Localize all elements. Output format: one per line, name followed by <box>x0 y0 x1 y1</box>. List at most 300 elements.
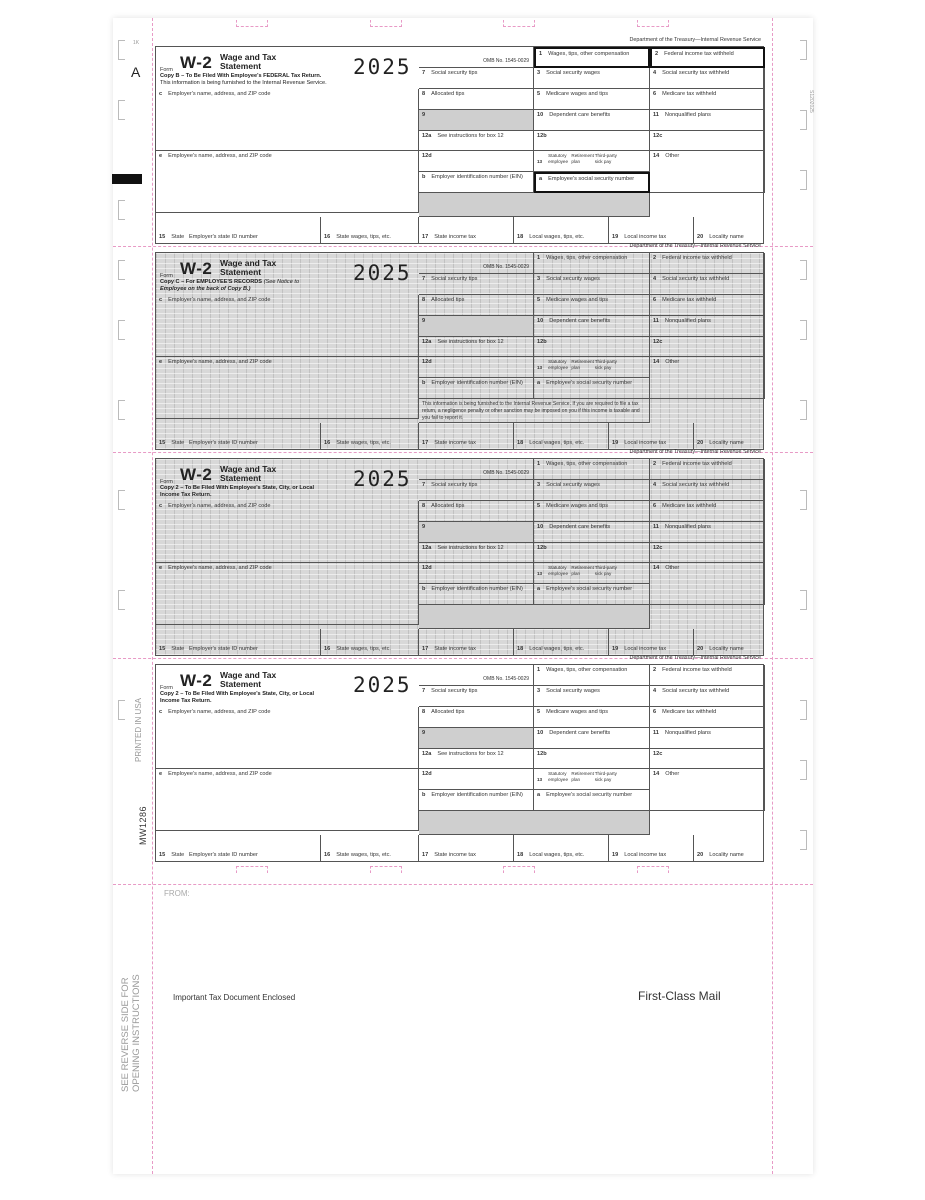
box-label: State income tax <box>434 440 476 447</box>
box-12a[interactable] <box>419 337 534 357</box>
box-number: 5 <box>537 503 541 509</box>
tax-year: 2025 <box>353 673 412 697</box>
box-1[interactable] <box>534 47 650 68</box>
margin-mark <box>800 40 807 60</box>
box-c[interactable] <box>156 501 419 563</box>
box-12c[interactable] <box>650 543 765 563</box>
box-number: 4 <box>653 70 657 76</box>
box-number: 12a <box>422 545 432 551</box>
box-8[interactable] <box>419 295 534 316</box>
form-name: W-2 <box>180 671 213 690</box>
box-number: 20 <box>697 852 704 859</box>
box-3[interactable] <box>534 480 650 501</box>
box-number: 12b <box>537 751 547 757</box>
box-number: 12b <box>537 545 547 551</box>
box-10[interactable] <box>534 316 650 337</box>
box-label: Other <box>665 771 680 777</box>
box-label: Social security tips <box>431 482 478 488</box>
box-label: See instructions for box 12 <box>437 339 504 345</box>
corner-letter: A <box>131 64 141 80</box>
box-6[interactable] <box>650 295 765 316</box>
margin-mark <box>800 400 807 420</box>
box-label: Social security wages <box>546 482 600 488</box>
box-number: 4 <box>653 688 657 694</box>
box-12b[interactable] <box>534 131 650 151</box>
box-2[interactable] <box>650 459 765 480</box>
timing-mark <box>112 174 142 184</box>
copy-designation <box>160 279 370 292</box>
box-20[interactable] <box>694 629 765 655</box>
box-c[interactable] <box>156 707 419 769</box>
box-label: Medicare tax withheld <box>662 709 717 715</box>
box-label: Local wages, tips, etc. <box>529 852 585 859</box>
copy-line-1: Copy B – To Be Filed With Employee's FEDERAL Tax Return. <box>160 73 322 79</box>
box-label: State income tax <box>434 852 476 859</box>
dept-treasury: Department of the Treasury—Internal Revenue Service <box>629 243 761 249</box>
box-12c[interactable] <box>650 337 765 357</box>
box-number: 19 <box>612 852 619 859</box>
omb-number: OMB No. 1545-0029 <box>483 264 529 270</box>
box-11[interactable] <box>650 522 765 543</box>
box-16[interactable] <box>321 423 419 449</box>
box-12d[interactable] <box>419 563 534 584</box>
box-12c[interactable] <box>650 131 765 151</box>
reg-mark <box>637 20 669 27</box>
important-tax-document: Important Tax Document Enclosed <box>173 993 296 1002</box>
box-number: 12c <box>653 133 663 139</box>
box-letter: a <box>537 586 541 592</box>
omb-number: OMB No. 1545-0029 <box>483 676 529 682</box>
margin-mark <box>118 100 125 120</box>
box-b[interactable] <box>419 584 534 605</box>
box-13[interactable] <box>534 151 650 172</box>
copy-line-1: Copy 2 – To Be Filed With Employee's State, City, or Local <box>160 691 314 697</box>
box-number: 8 <box>422 503 426 509</box>
box-label-state: State <box>171 234 185 241</box>
box-3[interactable] <box>534 274 650 295</box>
box-number: 6 <box>653 297 657 303</box>
box-label: Employer's name, address, and ZIP code <box>168 709 271 715</box>
box-e[interactable] <box>156 769 419 831</box>
box-number: 14 <box>653 771 660 777</box>
box-number: 14 <box>653 565 660 571</box>
title-line-1: Wage and Tax <box>220 670 277 680</box>
box-4[interactable] <box>650 686 765 707</box>
box-letter: c <box>159 297 163 303</box>
box-20[interactable] <box>694 217 765 243</box>
box-number: 7 <box>422 70 426 76</box>
box-label: Social security tips <box>431 70 478 76</box>
box-label: Other <box>665 565 680 571</box>
box-label-state: State <box>171 440 185 447</box>
box-label: Federal income tax withheld <box>662 461 732 467</box>
box-18[interactable] <box>514 629 609 655</box>
box-8[interactable] <box>419 89 534 110</box>
box-label: Other <box>665 359 680 365</box>
box-6[interactable] <box>650 707 765 728</box>
box-e[interactable] <box>156 563 419 625</box>
box-16[interactable] <box>321 217 419 243</box>
box-14[interactable] <box>650 769 765 811</box>
omb-number: OMB No. 1545-0029 <box>483 470 529 476</box>
box-number: 11 <box>653 318 659 324</box>
box-number: 12a <box>422 339 432 345</box>
box-number: 10 <box>537 112 544 118</box>
box-3[interactable] <box>534 68 650 89</box>
box-16[interactable] <box>321 835 419 861</box>
tax-year: 2025 <box>353 55 412 79</box>
reg-mark <box>370 20 402 27</box>
box-number: 7 <box>422 276 426 282</box>
box-number: 12d <box>422 565 432 571</box>
box-number: 3 <box>537 276 541 282</box>
box-label: Employer's state ID number <box>188 440 258 447</box>
box-label: Local wages, tips, etc. <box>529 646 585 653</box>
box-label: Medicare wages and tips <box>546 297 609 303</box>
box-number: 16 <box>324 852 331 859</box>
box-label: Allocated tips <box>431 297 465 303</box>
box-5[interactable] <box>534 295 650 316</box>
box-18[interactable] <box>514 217 609 243</box>
box-number: 18 <box>517 440 524 447</box>
box-label: Local wages, tips, etc. <box>529 234 585 241</box>
box-label: Employee's name, address, and ZIP code <box>168 771 272 777</box>
w2-copy-b <box>155 37 765 246</box>
box-a[interactable] <box>534 790 650 811</box>
box-label: Dependent care benefits <box>549 318 611 324</box>
statutory-employee-label: Statutory employee <box>548 359 569 370</box>
box-label: Social security wages <box>546 276 600 282</box>
box-7[interactable] <box>419 480 534 501</box>
box-label: Employer's state ID number <box>188 234 258 241</box>
box-4[interactable] <box>650 68 765 89</box>
title-line-2: Statement <box>220 266 262 277</box>
box-2[interactable] <box>650 665 765 686</box>
box-number: 17 <box>422 440 429 447</box>
box-number: 8 <box>422 297 426 303</box>
box-label: Medicare tax withheld <box>662 503 717 509</box>
copy-line-2: This information is being furnished to the Internal Revenue Service. <box>160 79 327 86</box>
see-reverse-text: SEE REVERSE SIDE FOR <box>120 977 131 1092</box>
box-number: 10 <box>537 730 544 736</box>
printed-in-usa: PRINTED IN USA <box>134 697 143 762</box>
box-15[interactable] <box>156 423 321 449</box>
copy-line-1: Copy 2 – To Be Filed With Employee's State, City, or Local <box>160 485 314 491</box>
dept-treasury: Department of the Treasury—Internal Revenue Service <box>629 37 761 43</box>
shaded-box <box>419 811 650 835</box>
box-2[interactable] <box>650 253 765 274</box>
box-a[interactable] <box>534 584 650 605</box>
box-14[interactable] <box>650 563 765 605</box>
box-4[interactable] <box>650 480 765 501</box>
box-12d[interactable] <box>419 357 534 378</box>
box-label: Employer identification number (EIN) <box>431 792 523 798</box>
box-number: 11 <box>653 524 659 530</box>
box-number: 1 <box>539 51 543 57</box>
box-label: Local wages, tips, etc. <box>529 440 585 447</box>
box-number: 13 <box>537 364 543 370</box>
w2-copy-2-state <box>155 449 765 658</box>
dept-treasury: Department of the Treasury—Internal Revenue Service <box>629 655 761 661</box>
title-line-2: Statement <box>220 472 262 483</box>
box-12a[interactable] <box>419 749 534 769</box>
w2-copy-2-local <box>155 655 765 864</box>
box-13[interactable] <box>534 769 650 790</box>
box-label: State income tax <box>434 646 476 653</box>
box-1[interactable] <box>534 253 650 274</box>
box-label: Locality name <box>709 852 744 859</box>
box-10[interactable] <box>534 522 650 543</box>
box-5[interactable] <box>534 89 650 110</box>
box-6[interactable] <box>650 89 765 110</box>
box-8[interactable] <box>419 707 534 728</box>
box-label: Employee's social security number <box>546 792 633 798</box>
form-name: W-2 <box>180 465 213 484</box>
box-number: 4 <box>653 276 657 282</box>
box-11[interactable] <box>650 110 765 131</box>
box-number: 13 <box>537 570 543 576</box>
omb-box <box>419 459 534 480</box>
box-12a[interactable] <box>419 543 534 563</box>
box-number: 3 <box>537 482 541 488</box>
box-10[interactable] <box>534 728 650 749</box>
box-11[interactable] <box>650 316 765 337</box>
omb-box <box>419 665 534 686</box>
box-label: See instructions for box 12 <box>437 133 504 139</box>
box-label: Dependent care benefits <box>549 112 611 118</box>
box-16[interactable] <box>321 629 419 655</box>
box-label: Allocated tips <box>431 91 465 97</box>
reg-mark <box>503 20 535 27</box>
box-number: 15 <box>159 440 166 447</box>
third-party-sick-pay-label: Third-party sick pay <box>594 771 617 782</box>
box-18[interactable] <box>514 835 609 861</box>
box-c[interactable] <box>156 295 419 357</box>
box-7[interactable] <box>419 274 534 295</box>
box-15[interactable] <box>156 217 321 243</box>
shaded-box <box>419 193 650 217</box>
box-number: 15 <box>159 234 166 241</box>
box-label: Dependent care benefits <box>549 524 611 530</box>
box-17[interactable] <box>419 423 514 449</box>
box-a[interactable] <box>534 378 650 399</box>
box-number: 6 <box>653 709 657 715</box>
left-perforation <box>152 18 153 1174</box>
box-label: Local income tax <box>624 440 667 447</box>
box-number: 12c <box>653 751 663 757</box>
box-letter: e <box>159 771 163 777</box>
box-14[interactable] <box>650 151 765 193</box>
form-body <box>155 664 764 862</box>
box-7[interactable] <box>419 686 534 707</box>
box-number: 15 <box>159 646 166 653</box>
reg-mark <box>503 866 535 873</box>
box-17[interactable] <box>419 629 514 655</box>
box-label: Local income tax <box>624 646 667 653</box>
box-a[interactable] <box>534 172 650 193</box>
box-number: 12a <box>422 133 432 139</box>
box-label: Medicare tax withheld <box>662 297 717 303</box>
box-number: 20 <box>697 646 704 653</box>
reg-mark <box>236 866 268 873</box>
form-title <box>220 465 276 483</box>
retirement-plan-label: Retirement plan <box>571 359 594 370</box>
box-e[interactable] <box>156 357 419 419</box>
box-letter: c <box>159 709 163 715</box>
margin-mark <box>800 590 807 610</box>
box-1[interactable] <box>534 665 650 686</box>
box-label: Employee's social security number <box>546 586 633 592</box>
box-12d[interactable] <box>419 769 534 790</box>
box-number: 17 <box>422 234 429 241</box>
box-17[interactable] <box>419 835 514 861</box>
box-1[interactable] <box>534 459 650 480</box>
box-19[interactable] <box>609 217 694 243</box>
margin-mark <box>118 590 125 610</box>
box-number: 6 <box>653 503 657 509</box>
box-number: 8 <box>422 709 426 715</box>
box-9 <box>419 316 534 337</box>
box-label: Locality name <box>709 646 744 653</box>
box-7[interactable] <box>419 68 534 89</box>
margin-mark <box>800 170 807 190</box>
box-number: 6 <box>653 91 657 97</box>
box-number: 12b <box>537 339 547 345</box>
first-class-mail: First-Class Mail <box>638 989 721 1003</box>
box-18[interactable] <box>514 423 609 449</box>
box-number: 10 <box>537 318 544 324</box>
margin-mark <box>800 830 807 850</box>
box-label: State income tax <box>434 234 476 241</box>
box-12a[interactable] <box>419 131 534 151</box>
box-number: 14 <box>653 359 660 365</box>
box-number: 11 <box>653 730 659 736</box>
box-number: 7 <box>422 688 426 694</box>
box-c[interactable] <box>156 89 419 151</box>
box-2[interactable] <box>650 47 765 68</box>
box-12c[interactable] <box>650 749 765 769</box>
box-5[interactable] <box>534 501 650 522</box>
box-label: See instructions for box 12 <box>437 751 504 757</box>
box-14[interactable] <box>650 357 765 399</box>
form-code-mw1286: MW1286 <box>138 805 148 845</box>
box-number: 16 <box>324 234 331 241</box>
box-letter: e <box>159 153 163 159</box>
box-12d[interactable] <box>419 151 534 172</box>
box-label: Employer's name, address, and ZIP code <box>168 297 271 303</box>
tax-year: 2025 <box>353 467 412 491</box>
box-number: 15 <box>159 852 166 859</box>
box-number: 16 <box>324 440 331 447</box>
third-party-sick-pay-label: Third-party sick pay <box>594 565 617 576</box>
box-e[interactable] <box>156 151 419 213</box>
box-number: 20 <box>697 440 704 447</box>
box-number: 8 <box>422 91 426 97</box>
box-b[interactable] <box>419 172 534 193</box>
box-5[interactable] <box>534 707 650 728</box>
title-line-1: Wage and Tax <box>220 258 277 268</box>
box-15[interactable] <box>156 835 321 861</box>
box-label: Wages, tips, other compensation <box>546 667 628 673</box>
box-4[interactable] <box>650 274 765 295</box>
box-number: 12c <box>653 339 663 345</box>
box-letter: b <box>422 380 426 386</box>
title-line-2: Statement <box>220 60 262 71</box>
box-label: Locality name <box>709 234 744 241</box>
box-letter: b <box>422 792 426 798</box>
box-19[interactable] <box>609 629 694 655</box>
box-label: Social security tax withheld <box>662 70 730 76</box>
box-number: 1 <box>537 461 541 467</box>
box-b[interactable] <box>419 790 534 811</box>
box-b[interactable] <box>419 378 534 399</box>
box-label: Social security tax withheld <box>662 276 730 282</box>
box-label-state: State <box>171 852 185 859</box>
box-12b[interactable] <box>534 543 650 563</box>
box-label: Wages, tips, other compensation <box>546 461 628 467</box>
box-12b[interactable] <box>534 337 650 357</box>
box-20[interactable] <box>694 423 765 449</box>
box-3[interactable] <box>534 686 650 707</box>
third-party-sick-pay-label: Third-party sick pay <box>594 153 617 164</box>
dept-treasury: Department of the Treasury—Internal Revenue Service <box>629 449 761 455</box>
form-word: Form <box>160 685 173 691</box>
box-label: Medicare wages and tips <box>546 709 609 715</box>
small-code: 1K <box>133 40 140 46</box>
box-number: 19 <box>612 646 619 653</box>
box-label: Wages, tips, other compensation <box>548 51 630 57</box>
box-15[interactable] <box>156 629 321 655</box>
margin-mark <box>800 260 807 280</box>
retirement-plan-label: Retirement plan <box>571 771 594 782</box>
box-12b[interactable] <box>534 749 650 769</box>
box-11[interactable] <box>650 728 765 749</box>
box-letter: e <box>159 359 163 365</box>
box-label: Federal income tax withheld <box>662 667 732 673</box>
box-label: Employee's social security number <box>546 380 633 386</box>
box-number: 1 <box>537 667 541 673</box>
box-13[interactable] <box>534 357 650 378</box>
box-6[interactable] <box>650 501 765 522</box>
reg-mark <box>370 866 402 873</box>
box-number: 13 <box>537 776 543 782</box>
box-number: 17 <box>422 646 429 653</box>
box-10[interactable] <box>534 110 650 131</box>
shaded-box <box>419 605 650 629</box>
box-label: See instructions for box 12 <box>437 545 504 551</box>
box-13[interactable] <box>534 563 650 584</box>
form-word: Form <box>160 479 173 485</box>
box-20[interactable] <box>694 835 765 861</box>
box-label: Employer identification number (EIN) <box>431 586 523 592</box>
box-letter: c <box>159 91 163 97</box>
box-label: Federal income tax withheld <box>662 255 732 261</box>
box-number: 12c <box>653 545 663 551</box>
box-19[interactable] <box>609 423 694 449</box>
box-8[interactable] <box>419 501 534 522</box>
box-19[interactable] <box>609 835 694 861</box>
box-number: 18 <box>517 852 524 859</box>
statutory-employee-label: Statutory employee <box>548 565 569 576</box>
title-line-1: Wage and Tax <box>220 52 277 62</box>
box-label: Local income tax <box>624 234 667 241</box>
title-line-1: Wage and Tax <box>220 464 277 474</box>
retirement-plan-label: Retirement plan <box>571 565 594 576</box>
box-17[interactable] <box>419 217 514 243</box>
omb-box <box>419 47 534 68</box>
right-perforation <box>772 18 773 1174</box>
box-letter: a <box>537 792 541 798</box>
